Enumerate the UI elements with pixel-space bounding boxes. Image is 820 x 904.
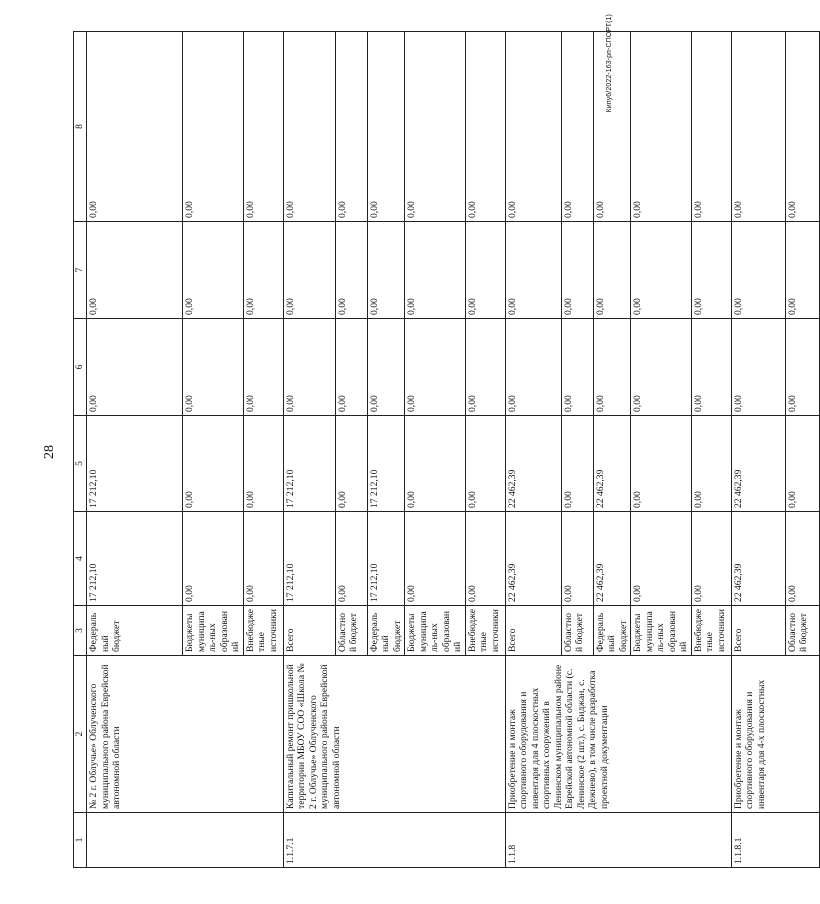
row-source-cell: Бюджеты муниципаль-ных образований: [405, 606, 466, 656]
row-value-cell-v4: 0,00: [691, 512, 731, 606]
row-value-cell-v8: 0,00: [283, 32, 335, 222]
row-source-cell: Бюджеты муниципаль-ных образований: [631, 606, 692, 656]
row-source-cell: Внебюджетные источники: [243, 606, 283, 656]
row-value-cell-v7: 0,00: [335, 222, 367, 319]
row-value-cell-v7: 0,00: [691, 222, 731, 319]
row-name-cell: № 2 г. Облучье» Облученского муниципального района Еврейской автономной области: [87, 656, 284, 813]
row-value-cell-v6: 0,00: [283, 319, 335, 416]
row-value-cell-v7: 0,00: [731, 222, 785, 319]
row-source-cell: Федеральный бюджет: [367, 606, 405, 656]
row-value-cell-v4: 0,00: [785, 512, 819, 606]
row-value-cell-v8: 0,00: [335, 32, 367, 222]
column-number-1: 1: [74, 813, 87, 868]
column-number-5: 5: [74, 416, 87, 512]
row-source-cell: Внебюджетные источники: [691, 606, 731, 656]
row-value-cell-v5: 0,00: [631, 416, 692, 512]
column-number-7: 7: [74, 222, 87, 319]
page-number: 28: [42, 445, 57, 459]
row-value-cell-v7: 0,00: [631, 222, 692, 319]
row-value-cell-v4: 17 212,10: [283, 512, 335, 606]
row-value-cell-v7: 0,00: [405, 222, 466, 319]
row-value-cell-v8: 0,00: [631, 32, 692, 222]
row-value-cell-v5: 0,00: [243, 416, 283, 512]
row-value-cell-v5: 0,00: [691, 416, 731, 512]
row-source-cell: Всего: [731, 606, 785, 656]
row-source-cell: Федеральный бюджет: [593, 606, 631, 656]
row-value-cell-v6: 0,00: [243, 319, 283, 416]
row-value-cell-v4: 17 212,10: [367, 512, 405, 606]
row-code-cell: 1.1.7.1: [283, 813, 505, 868]
row-value-cell-v4: 0,00: [335, 512, 367, 606]
row-value-cell-v5: 0,00: [405, 416, 466, 512]
row-value-cell-v7: 0,00: [243, 222, 283, 319]
row-value-cell-v6: 0,00: [183, 319, 244, 416]
table-row: [87, 32, 183, 868]
column-number-3: 3: [74, 606, 87, 656]
row-value-cell-v6: 0,00: [785, 319, 819, 416]
row-source-cell: Внебюджетные источники: [465, 606, 505, 656]
row-value-cell-v4: 0,00: [465, 512, 505, 606]
column-number-4: 4: [74, 512, 87, 606]
row-value-cell-v6: 0,00: [731, 319, 785, 416]
table-row: [731, 32, 785, 868]
row-value-cell-v6: 0,00: [593, 319, 631, 416]
row-value-cell-v6: 0,00: [465, 319, 505, 416]
row-value-cell-v5: 0,00: [785, 416, 819, 512]
row-value-cell-v4: 0,00: [183, 512, 244, 606]
row-value-cell-v8: 0,00: [183, 32, 244, 222]
row-value-cell-v6: 0,00: [87, 319, 183, 416]
row-value-cell-v8: 0,00: [465, 32, 505, 222]
row-value-cell-v7: 0,00: [505, 222, 561, 319]
row-name-cell: Приобретение и монтаж спортивного оборудования и инвентаря для 4 плоскостных спортивных сооружений в Ленинском муниципальном районе Еврейской автономной области (с. Ленинское (2 шт.), с. Биджан, с. Дежнево), в том числе разработка проектной документации: [505, 656, 731, 813]
column-number-8: 8: [74, 32, 87, 222]
row-name-cell: Капитальный ремонт пришкольной территории МБОУ СОО «Школа № 2 г. Облучье» Облученского муниципального района Еврейской автономной области: [283, 656, 505, 813]
row-value-cell-v6: 0,00: [691, 319, 731, 416]
row-value-cell-v8: 0,00: [243, 32, 283, 222]
row-value-cell-v8: 0,00: [691, 32, 731, 222]
row-source-cell: Областной бюджет: [335, 606, 367, 656]
row-source-cell: Областной бюджет: [561, 606, 593, 656]
row-value-cell-v8: 0,00: [367, 32, 405, 222]
budget-table: [73, 31, 820, 868]
row-source-cell: Всего: [505, 606, 561, 656]
row-code-cell: [87, 813, 284, 868]
row-value-cell-v7: 0,00: [465, 222, 505, 319]
row-value-cell-v8: 0,00: [87, 32, 183, 222]
row-value-cell-v8: 0,00: [785, 32, 819, 222]
row-value-cell-v4: 22 462,39: [505, 512, 561, 606]
row-value-cell-v4: 0,00: [243, 512, 283, 606]
file-code: Кипу6/2022-163-рп-СПОРТ(1): [606, 14, 613, 113]
row-value-cell-v7: 0,00: [367, 222, 405, 319]
row-value-cell-v7: 0,00: [785, 222, 819, 319]
budget-table-body: [74, 32, 820, 868]
row-value-cell-v4: 22 462,39: [593, 512, 631, 606]
row-value-cell-v5: 0,00: [335, 416, 367, 512]
column-number-row: [74, 32, 87, 868]
row-value-cell-v5: 0,00: [465, 416, 505, 512]
row-code-cell: 1.1.8.1: [731, 813, 819, 868]
row-value-cell-v5: 17 212,10: [283, 416, 335, 512]
row-value-cell-v4: 22 462,39: [731, 512, 785, 606]
table-row: [283, 32, 335, 868]
column-number-6: 6: [74, 319, 87, 416]
row-source-cell: Бюджеты муниципаль-ных образований: [183, 606, 244, 656]
row-value-cell-v4: 0,00: [405, 512, 466, 606]
row-name-cell: Приобретение и монтаж спортивного оборудования и инвентаря для 4-х плоскостных: [731, 656, 819, 813]
row-value-cell-v8: 0,00: [561, 32, 593, 222]
row-value-cell-v7: 0,00: [283, 222, 335, 319]
row-value-cell-v5: 22 462,39: [731, 416, 785, 512]
row-value-cell-v5: 22 462,39: [505, 416, 561, 512]
row-code-cell: 1.1.8: [505, 813, 731, 868]
row-value-cell-v4: 0,00: [561, 512, 593, 606]
row-value-cell-v7: 0,00: [561, 222, 593, 319]
row-value-cell-v8: 0,00: [731, 32, 785, 222]
row-source-cell: Всего: [283, 606, 335, 656]
row-value-cell-v8: 0,00: [593, 32, 631, 222]
row-value-cell-v6: 0,00: [367, 319, 405, 416]
row-value-cell-v5: 0,00: [183, 416, 244, 512]
row-value-cell-v7: 0,00: [183, 222, 244, 319]
row-source-cell: Федеральный бюджет: [87, 606, 183, 656]
row-value-cell-v6: 0,00: [505, 319, 561, 416]
column-number-2: 2: [74, 656, 87, 813]
row-value-cell-v6: 0,00: [631, 319, 692, 416]
row-value-cell-v6: 0,00: [335, 319, 367, 416]
row-value-cell-v7: 0,00: [593, 222, 631, 319]
row-value-cell-v4: 17 212,10: [87, 512, 183, 606]
row-value-cell-v5: 17 212,10: [87, 416, 183, 512]
row-value-cell-v4: 0,00: [631, 512, 692, 606]
row-value-cell-v8: 0,00: [505, 32, 561, 222]
row-value-cell-v5: 0,00: [561, 416, 593, 512]
row-value-cell-v5: 22 462,39: [593, 416, 631, 512]
row-value-cell-v8: 0,00: [405, 32, 466, 222]
table-row: [505, 32, 561, 868]
row-value-cell-v6: 0,00: [561, 319, 593, 416]
row-source-cell: Областной бюджет: [785, 606, 819, 656]
row-value-cell-v7: 0,00: [87, 222, 183, 319]
row-value-cell-v5: 17 212,10: [367, 416, 405, 512]
row-value-cell-v6: 0,00: [405, 319, 466, 416]
